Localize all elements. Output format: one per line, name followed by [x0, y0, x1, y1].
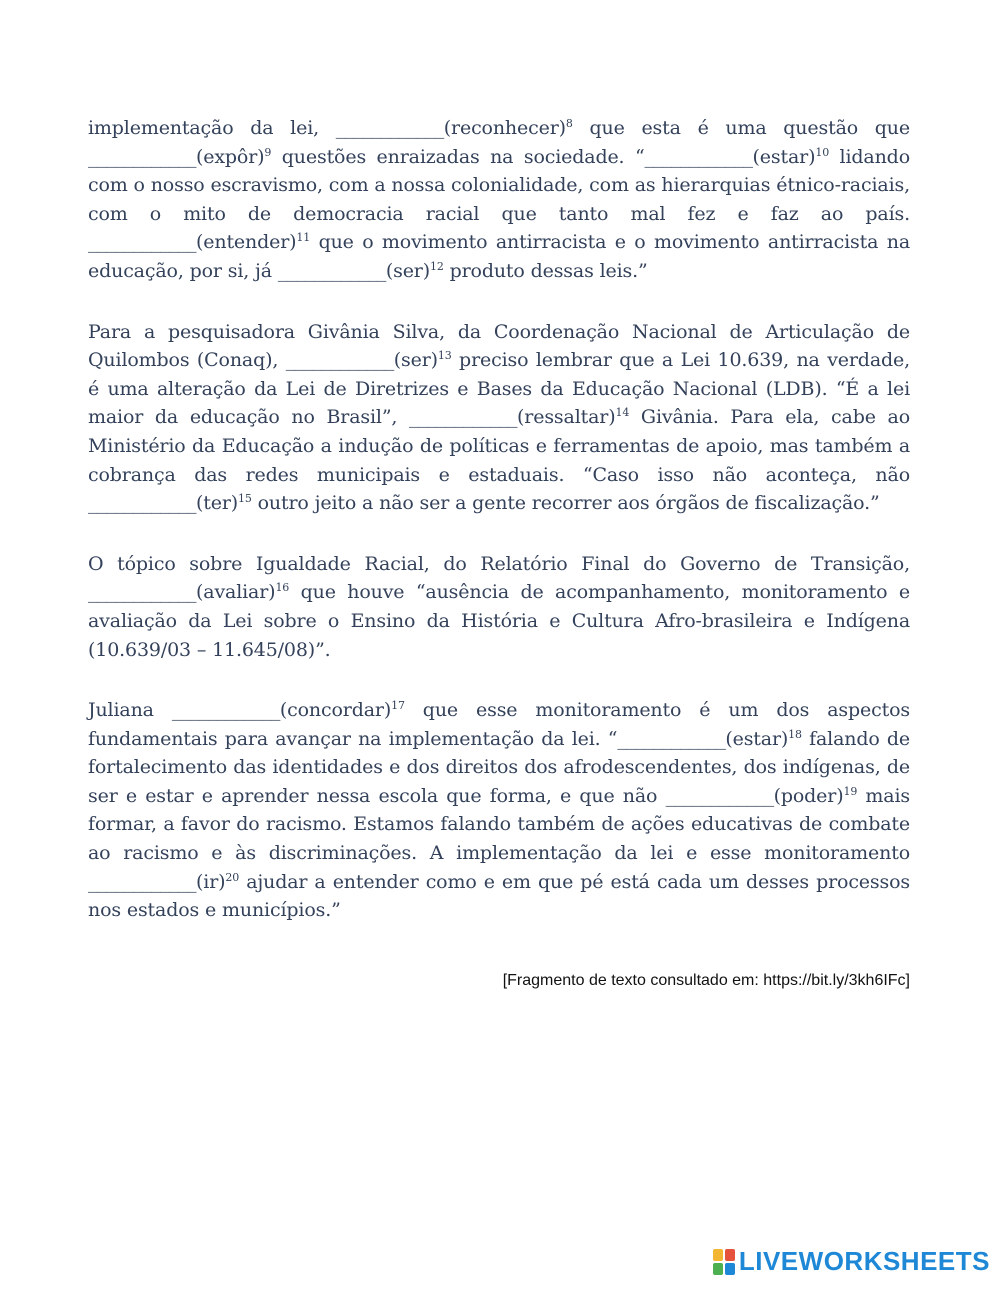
text-run: (ser) [385, 259, 430, 282]
footnote-number: 9 [264, 145, 272, 159]
text-run: lidando com o nosso escravismo, com a nossa colonialidade, com as hierarquias étnico-raciais, com o mito de democracia racial que tanto mal fez e faz ao país. [88, 145, 910, 225]
text-run: Juliana [88, 699, 172, 722]
text-run: implementação da lei, [88, 117, 336, 139]
text-run: que houve “ausência de acompanhamento, monitoramento e avaliação da Lei sobre o Ensino da História e Cultura Afro-brasileira e Indígena (10.639/03 – 11.645/08)”. [88, 581, 910, 661]
fill-in-blank[interactable]: ____________ [665, 784, 774, 807]
footnote-number: 17 [391, 699, 405, 713]
text-run: (ir) [196, 870, 226, 893]
paragraph-1 [88, 114, 910, 286]
fill-in-blank[interactable]: ____________ [171, 699, 280, 722]
text-run: Para a pesquisadora Givânia Silva, da Coordenação Nacional de Articulação de Quilombos (Conaq), [88, 320, 910, 372]
footnote-number: 15 [238, 492, 252, 506]
text-run: (poder) [773, 784, 844, 807]
worksheet-text [88, 114, 910, 957]
text-run: (entender) [196, 231, 297, 254]
text-run: que o movimento antirracista e o movimento antirracista na educação, por si, já [88, 231, 910, 282]
text-run: que esse monitoramento é um dos aspectos fundamentais para avançar na implementação da lei. “ [88, 699, 910, 750]
text-run: (avaliar) [196, 581, 276, 604]
text-run: (estar) [725, 727, 789, 750]
text-run: (reconhecer) [443, 117, 566, 139]
text-run: (expôr) [196, 145, 265, 168]
text-run: que esta é uma questão que [572, 117, 910, 139]
liveworksheets-logo-icon [713, 1249, 735, 1275]
fill-in-blank[interactable]: ____________ [617, 727, 726, 750]
text-run: questões enraizadas na sociedade. “ [271, 145, 645, 168]
text-run: (ter) [196, 492, 239, 515]
brand-name: LIVEWORKSHEETS [738, 1246, 990, 1276]
text-run: (ser) [393, 349, 438, 372]
paragraph-2 [88, 318, 910, 518]
fill-in-blank[interactable]: ____________ [285, 349, 394, 372]
paragraph-4 [88, 696, 910, 925]
text-run: produto dessas leis.” [443, 259, 648, 282]
fill-in-blank[interactable]: ____________ [88, 492, 196, 515]
fill-in-blank[interactable]: ____________ [88, 581, 196, 604]
text-run: preciso lembrar que a Lei 10.639, na verdade, é uma alteração da Lei de Diretrizes e Bases da Educação Nacional (LDB). “É a lei maior da educação no Brasil”, [88, 349, 910, 429]
fill-in-blank[interactable]: ____________ [88, 145, 196, 168]
fill-in-blank[interactable]: ____________ [409, 406, 518, 429]
text-run: O tópico sobre Igualdade Racial, do Relatório Final do Governo de Transição, [88, 552, 910, 575]
fill-in-blank[interactable]: ____________ [88, 870, 196, 893]
footnote-number: 11 [296, 231, 311, 245]
source-note: [Fragmento de texto consultado em: https://bit.ly/3kh6IFc] [502, 972, 910, 989]
logo-square-4 [725, 1263, 735, 1275]
footnote-number: 18 [788, 727, 802, 741]
fill-in-blank[interactable]: ____________ [644, 145, 753, 168]
text-run: ajudar a entender como e em que pé está cada um desses processos nos estados e municípios.” [88, 870, 910, 922]
logo-square-3 [713, 1263, 723, 1275]
text-run: falando de fortalecimento das identidades e dos direitos dos afrodescendentes, dos indígenas, de ser e estar e aprender nessa escola que forma, e que não [88, 727, 910, 807]
footnote-number: 16 [275, 581, 290, 595]
text-run: outro jeito a não ser a gente recorrer aos órgãos de fiscalização.” [251, 492, 880, 515]
footnote-number: 14 [615, 406, 630, 420]
text-run: (ressaltar) [517, 406, 616, 429]
footnote-number: 13 [437, 349, 452, 363]
text-run: (concordar) [279, 699, 392, 722]
footnote-number: 20 [225, 870, 240, 884]
logo-square-2 [725, 1249, 735, 1261]
footnote-number: 8 [565, 117, 573, 130]
fill-in-blank[interactable]: ____________ [88, 231, 196, 254]
footnote-number: 12 [430, 259, 444, 273]
text-run: mais formar, a favor do racismo. Estamos falando também de ações educativas de combate ao racismo e às discriminações. A implementação da lei e esse monitoramento [88, 784, 910, 865]
footnote-number: 19 [843, 784, 858, 798]
footnote-number: 10 [815, 145, 830, 159]
text-run: (estar) [752, 145, 816, 168]
logo-square-1 [713, 1249, 723, 1261]
liveworksheets-logo[interactable] [713, 1246, 990, 1277]
text-run: Givânia. Para ela, cabe ao Ministério da Educação a indução de políticas e ferramentas de apoio, mas também a cobrança das redes municipais e estaduais. “Caso isso não aconteça, não [88, 406, 910, 486]
fill-in-blank[interactable]: ____________ [335, 117, 444, 139]
paragraph-3 [88, 550, 910, 664]
fill-in-blank[interactable]: ____________ [277, 259, 386, 282]
